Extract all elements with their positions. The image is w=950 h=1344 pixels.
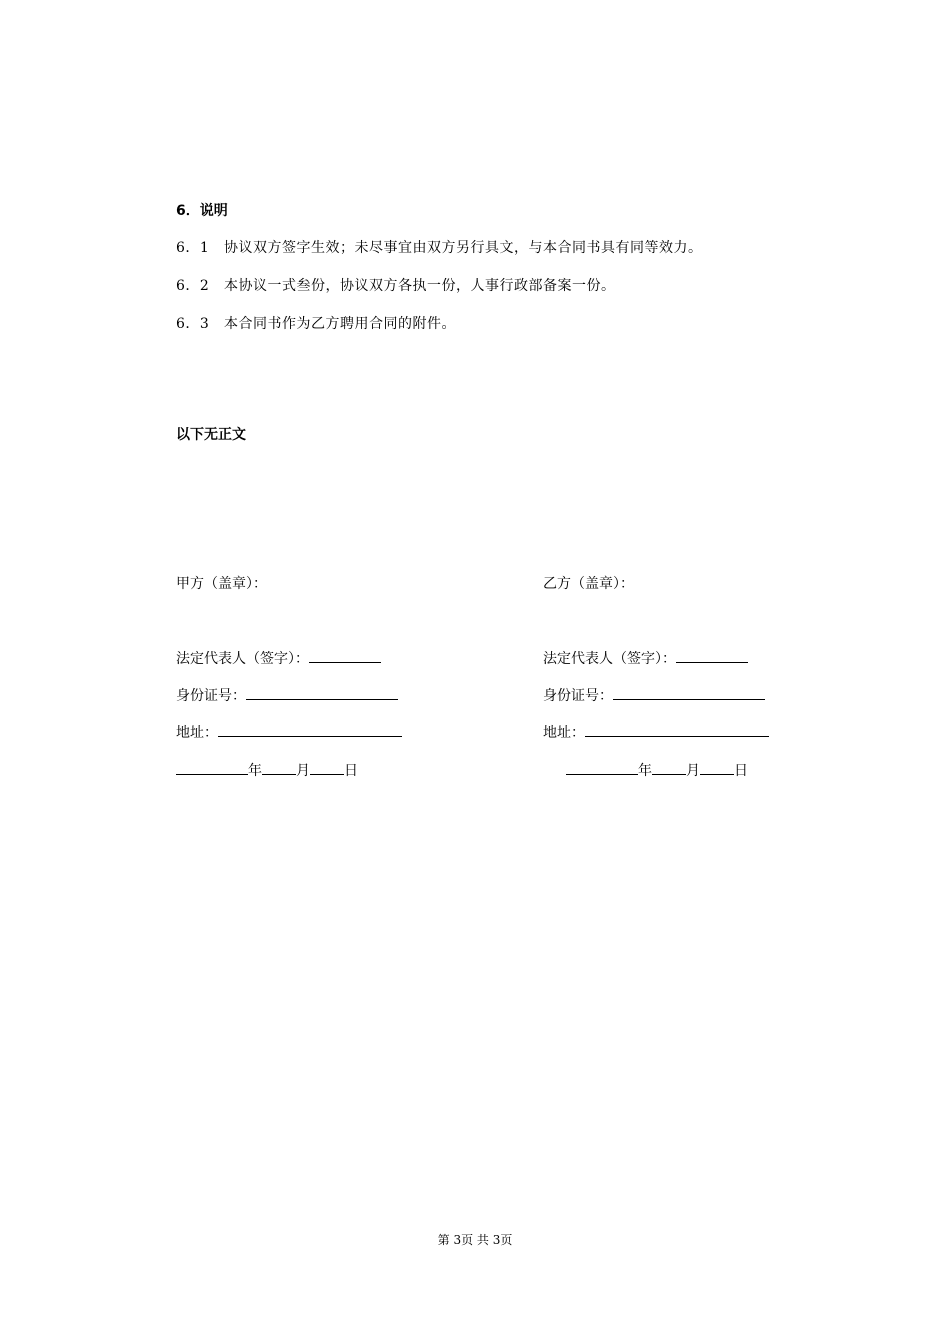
clause-text: 协议双方签字生效；未尽事宜由双方另行具文，与本合同书具有同等效力。 <box>224 240 703 256</box>
party-b-id-blank[interactable] <box>613 687 765 700</box>
party-a-month-label: 月 <box>296 763 310 779</box>
party-b-rep-label: 法定代表人（签字）： <box>543 651 676 667</box>
party-b-rep-signature-blank[interactable] <box>676 650 748 663</box>
party-a-day-label: 日 <box>344 763 358 779</box>
party-b-id-label: 身份证号： <box>543 688 613 704</box>
party-a-id-blank[interactable] <box>246 687 318 700</box>
party-a-rep-signature-blank[interactable] <box>309 650 381 663</box>
party-a-id-row <box>176 685 398 705</box>
clause-number: 6．2 <box>176 278 210 294</box>
clause-text: 本合同书作为乙方聘用合同的附件。 <box>224 316 456 332</box>
section-title: 6．说明 <box>176 203 228 219</box>
party-b-day-blank[interactable] <box>700 762 734 775</box>
party-a-seal-label: 甲方（盖章）： <box>176 576 267 592</box>
party-a-id-label: 身份证号： <box>176 688 246 704</box>
party-b-id-row <box>543 685 765 705</box>
party-a-year-blank[interactable] <box>176 762 248 775</box>
party-b-month-label: 月 <box>686 763 700 779</box>
page-footer: 第 3页 共 3页 <box>437 1233 513 1247</box>
party-a-month-blank[interactable] <box>262 762 296 775</box>
party-a-address-label: 地址： <box>176 725 218 741</box>
clause-6-3 <box>176 313 456 333</box>
party-b-address-blank[interactable] <box>585 724 769 737</box>
clause-text: 本协议一式叁份，协议双方各执一份，人事行政部备案一份。 <box>224 278 616 294</box>
party-a-id-blank-extension[interactable] <box>318 687 398 700</box>
party-a-address-blank[interactable] <box>218 724 402 737</box>
clause-number: 6．1 <box>176 240 210 256</box>
party-a-year-label: 年 <box>248 763 262 779</box>
party-b-month-blank[interactable] <box>652 762 686 775</box>
party-b-day-label: 日 <box>734 763 748 779</box>
party-b-date-row <box>566 760 748 780</box>
party-b-year-blank[interactable] <box>566 762 638 775</box>
clause-6-1 <box>176 237 703 257</box>
clause-6-2 <box>176 275 616 295</box>
party-b-address-label: 地址： <box>543 725 585 741</box>
party-b-rep-row <box>543 648 748 668</box>
party-a-rep-row <box>176 648 381 668</box>
no-more-text-note: 以下无正文 <box>176 427 246 443</box>
party-a-day-blank[interactable] <box>310 762 344 775</box>
clause-number: 6．3 <box>176 316 210 332</box>
party-b-year-label: 年 <box>638 763 652 779</box>
party-a-address-row <box>176 722 402 742</box>
party-b-seal-label: 乙方（盖章）： <box>543 576 634 592</box>
party-a-rep-label: 法定代表人（签字）： <box>176 651 309 667</box>
party-a-date-row <box>176 760 358 780</box>
party-b-address-row <box>543 722 769 742</box>
